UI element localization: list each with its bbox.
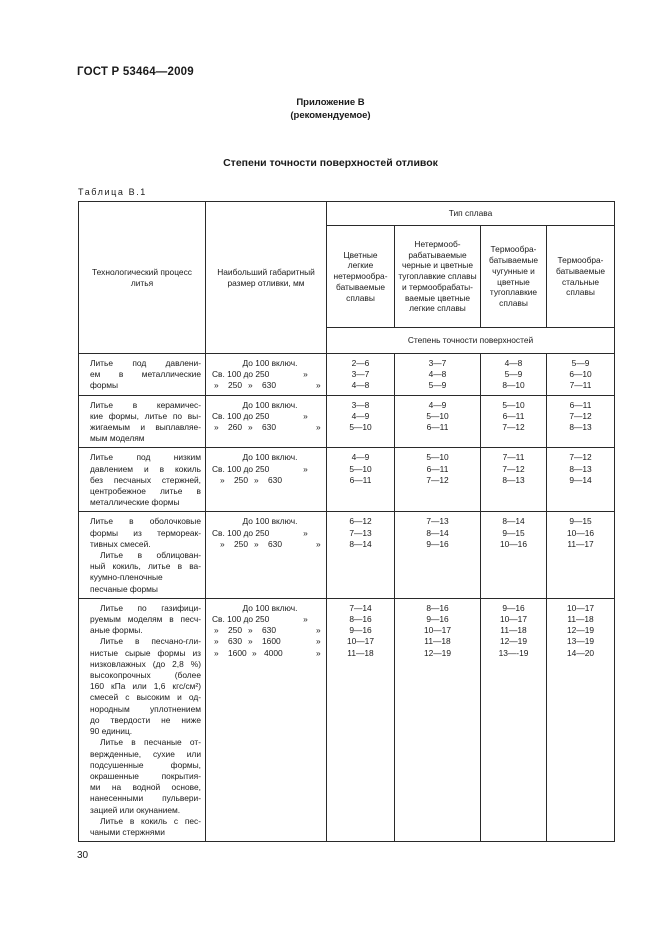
process-line: нородным уплотнением bbox=[90, 703, 201, 714]
value-cell: 5—10 6—11 7—12 bbox=[395, 448, 481, 512]
process-line: руемым моделям в песч- bbox=[90, 614, 201, 625]
standard-designation: ГОСТ Р 53464—2009 bbox=[77, 66, 194, 78]
process-line: мым моделям bbox=[90, 433, 145, 444]
value-cell: 5—10 6—11 7—12 bbox=[481, 395, 547, 448]
process-line: до твердости не ниже bbox=[90, 714, 201, 725]
size-cell bbox=[206, 512, 327, 598]
size-line: Св. 100 до 250 » bbox=[212, 410, 308, 421]
size-line: Св. 100 до 250 » bbox=[212, 614, 308, 625]
process-line: жигаемым и выплавляе- bbox=[90, 422, 201, 433]
process-line: смесей с высоким и од- bbox=[90, 692, 201, 703]
value-cell: 4—9 5—10 6—11 bbox=[327, 448, 395, 512]
value-cell: 9—16 10—17 11—18 12—19 13—-19 bbox=[481, 598, 547, 841]
size-line: До 100 включ. bbox=[242, 399, 298, 410]
size-line: » 250 » 630 » bbox=[214, 380, 321, 391]
process-cell bbox=[79, 598, 206, 841]
size-line: До 100 включ. bbox=[242, 602, 298, 613]
annex-type: (рекомендуемое) bbox=[290, 110, 371, 121]
process-line: ем в металлические bbox=[90, 369, 201, 380]
size-line: Св. 100 до 250 » bbox=[212, 369, 308, 380]
header-process: Технологический процесс литья bbox=[79, 202, 206, 354]
process-line: ми на водной основе, bbox=[90, 782, 201, 793]
header-alloy-type: Тип сплава bbox=[327, 202, 615, 226]
process-cell bbox=[79, 354, 206, 396]
process-line: чаными стержнями bbox=[90, 826, 165, 837]
size-line: До 100 включ. bbox=[242, 452, 298, 463]
header-accuracy-degree: Степень точности поверхностей bbox=[327, 328, 615, 354]
process-line: Литье в керамичес- bbox=[90, 399, 201, 410]
size-cell bbox=[206, 598, 327, 841]
size-line: До 100 включ. bbox=[242, 516, 298, 527]
value-cell: 6—11 7—12 8—13 bbox=[547, 395, 615, 448]
process-line: формы из термореак- bbox=[90, 527, 201, 538]
process-line: Литье в оболочковые bbox=[90, 516, 201, 527]
process-line: ный кокиль, литье в ва- bbox=[90, 561, 201, 572]
process-line: формы bbox=[90, 380, 118, 391]
page-number: 30 bbox=[77, 850, 89, 861]
value-cell: 7—11 7—12 8—13 bbox=[481, 448, 547, 512]
process-line: Литье в облицован- bbox=[100, 550, 201, 561]
process-line: 90 единиц. bbox=[90, 726, 133, 737]
process-line: окрашенные покрытия- bbox=[90, 770, 201, 781]
process-line: зацией или окунанием. bbox=[90, 804, 181, 815]
value-cell: 7—13 8—14 9—16 bbox=[395, 512, 481, 598]
size-line: » 250 » 630 » bbox=[220, 538, 321, 549]
process-line: нистые сырые формы из bbox=[90, 647, 201, 658]
header-alloy-3: Термообра-батываемые чугунные и цветные тугоплавкие сплавы bbox=[481, 226, 547, 328]
process-cell bbox=[79, 395, 206, 448]
process-line: куумно-пленочные bbox=[90, 572, 163, 583]
page-title: Степени точности поверхностей отливок bbox=[223, 157, 438, 169]
process-cell bbox=[79, 448, 206, 512]
process-line: давлением и в кокиль bbox=[90, 463, 201, 474]
process-line: песчаные формы bbox=[90, 583, 158, 594]
process-line: высокопрочных (более bbox=[90, 670, 201, 681]
value-cell: 7—12 8—13 9—14 bbox=[547, 448, 615, 512]
size-cell bbox=[206, 448, 327, 512]
header-alloy-1: Цветные легкие нетермообра-батываемые сплавы bbox=[327, 226, 395, 328]
size-line: » 250 » 630 » bbox=[214, 625, 321, 636]
table-row bbox=[79, 512, 615, 598]
process-line: вержденные, сухие или bbox=[90, 748, 201, 759]
size-line: » 630 » 1600 » bbox=[214, 636, 321, 647]
process-line: низковлажных (до 2,8 %) bbox=[90, 658, 201, 669]
value-cell: 4—8 5—9 8—10 bbox=[481, 354, 547, 396]
value-cell: 6—12 7—13 8—14 bbox=[327, 512, 395, 598]
process-line: центробежное литье в bbox=[90, 486, 201, 497]
header-alloy-2: Нетермооб-рабатываемые черные и цветные тугоплавкие сплавы и термообрабаты-ваемые цветные легкие сплавы bbox=[395, 226, 481, 328]
size-line: » 250 » 630 bbox=[220, 474, 282, 485]
process-line: нанесенными пульвери- bbox=[90, 793, 201, 804]
value-cell: 3—7 4—8 5—9 bbox=[395, 354, 481, 396]
value-cell: 9—15 10—16 11—17 bbox=[547, 512, 615, 598]
process-line: металлические формы bbox=[90, 497, 180, 508]
value-cell: 10—17 11—18 12—19 13—19 14—20 bbox=[547, 598, 615, 841]
value-cell: 8—14 9—15 10—16 bbox=[481, 512, 547, 598]
size-line: Св. 100 до 250 » bbox=[212, 463, 308, 474]
value-cell: 8—16 9—16 10—17 11—18 12—19 bbox=[395, 598, 481, 841]
size-line: Св. 100 до 250 » bbox=[212, 527, 308, 538]
value-cell: 3—8 4—9 5—10 bbox=[327, 395, 395, 448]
size-cell bbox=[206, 395, 327, 448]
process-line: Литье в песчаные от- bbox=[100, 737, 201, 748]
value-cell: 7—14 8—16 9—16 10—17 11—18 bbox=[327, 598, 395, 841]
table-caption: Таблица В.1 bbox=[78, 187, 147, 197]
process-line: Литье под давлени- bbox=[90, 358, 201, 368]
size-line: » 1600 » 4000 » bbox=[214, 647, 321, 658]
table-row bbox=[79, 598, 615, 841]
process-line: 160 кПа или 1,6 кгс/см²) bbox=[90, 681, 201, 692]
process-line: подсушенные формы, bbox=[90, 759, 201, 770]
surface-accuracy-table bbox=[78, 201, 615, 842]
table-row bbox=[79, 395, 615, 448]
table-row bbox=[79, 448, 615, 512]
process-line: Литье под низким bbox=[90, 452, 201, 463]
process-line: Литье по газифици- bbox=[100, 602, 201, 613]
header-size: Наибольший габаритный размер отливки, мм bbox=[206, 202, 327, 354]
size-line: » 260 » 630 » bbox=[214, 422, 321, 433]
process-line: Литье в песчано-гли- bbox=[100, 636, 201, 647]
process-line: аные формы. bbox=[90, 625, 143, 636]
table-row bbox=[79, 354, 615, 396]
size-line: До 100 включ. bbox=[242, 358, 298, 368]
value-cell: 2—6 3—7 4—8 bbox=[327, 354, 395, 396]
process-line: кие формы, литье по вы- bbox=[90, 410, 201, 421]
value-cell: 4—9 5—10 6—11 bbox=[395, 395, 481, 448]
annex-title: Приложение В bbox=[296, 97, 365, 108]
size-cell bbox=[206, 354, 327, 396]
process-line: без песчаных стержней, bbox=[90, 474, 201, 485]
process-line: Литье в кокиль с пес- bbox=[100, 815, 201, 826]
header-alloy-4: Термообра-батываемые стальные сплавы bbox=[547, 226, 615, 328]
process-line: тивных смесей. bbox=[90, 538, 151, 549]
value-cell: 5—9 6—10 7—11 bbox=[547, 354, 615, 396]
process-cell bbox=[79, 512, 206, 598]
